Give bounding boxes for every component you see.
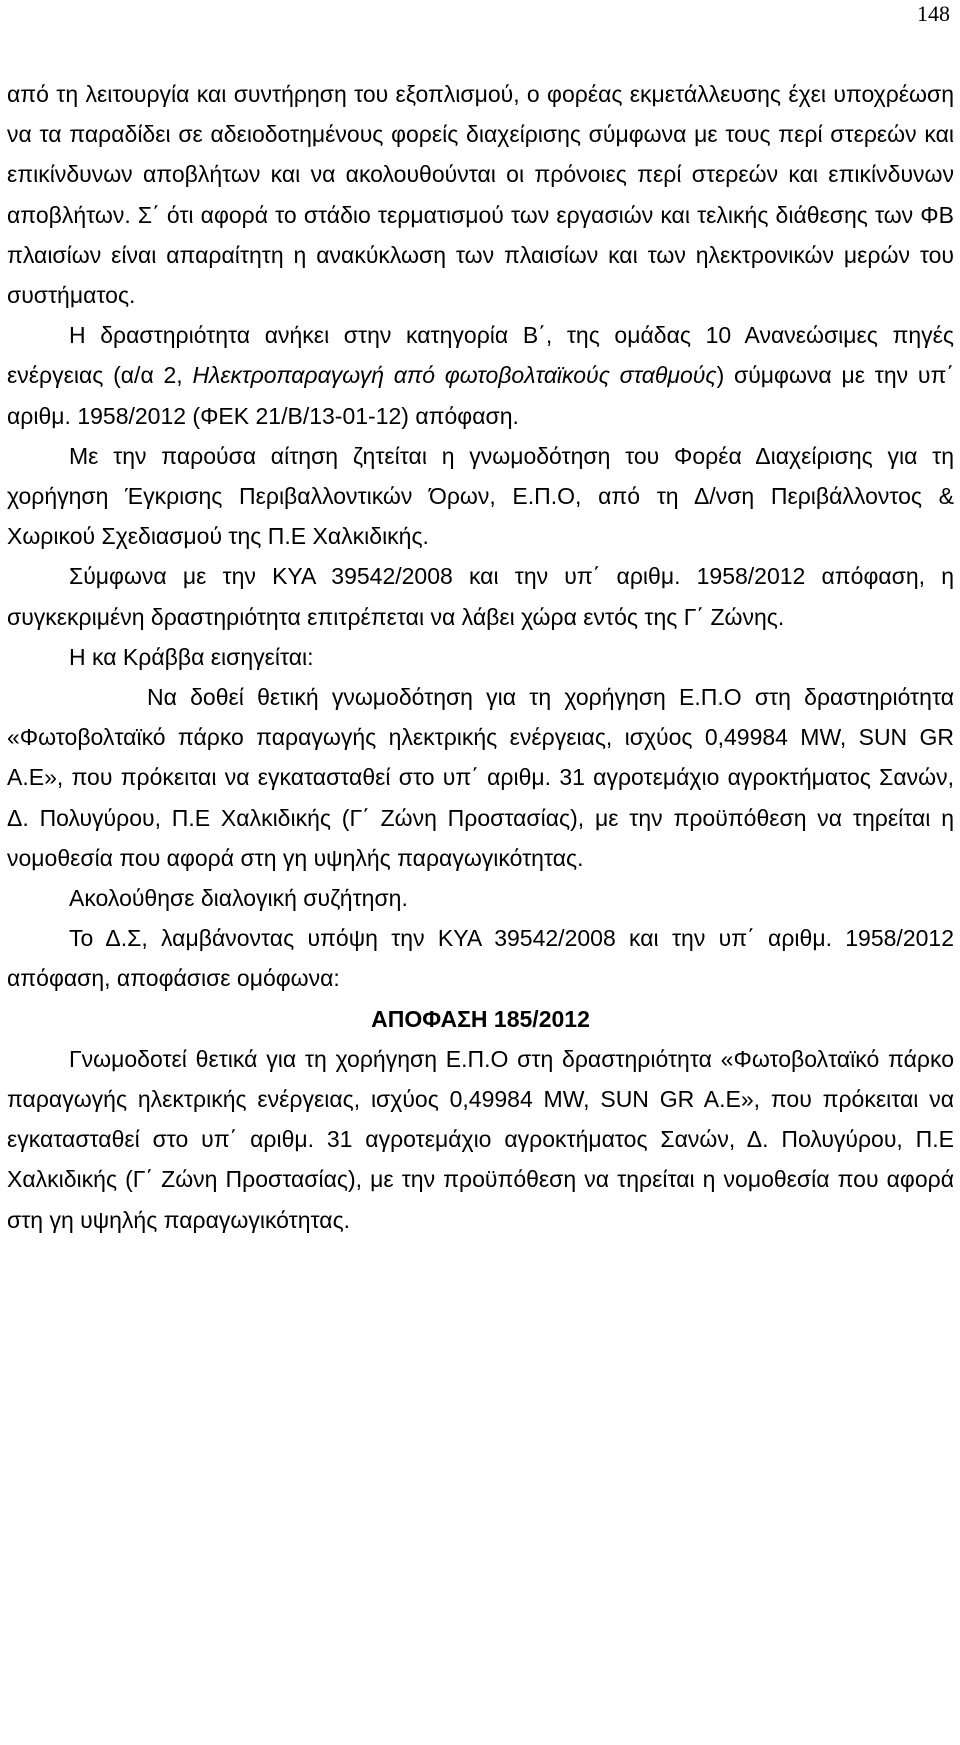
paragraph-discussion: Ακολούθησε διαλογική συζήτηση. xyxy=(69,885,408,912)
decision-heading: ΑΠΟΦΑΣΗ 185/2012 xyxy=(371,1005,590,1032)
paragraph-rapporteur: Η κα Κράββα εισηγείται: xyxy=(69,643,314,670)
paragraph-kya: Σύμφωνα με την ΚΥΑ 39542/2008 και την υπ΄ αριθμ. 1958/2012 απόφαση, η συγκεκριμένη δραστηριότητα επιτρέπεται να λάβει χώρα εντός της Γ΄ Ζώνης. xyxy=(7,563,954,630)
paragraph-proposal: Να δοθεί θετική γνωμοδότηση για τη χορήγηση Ε.Π.Ο στη δραστηριότητα «Φωτοβολταϊκό πάρκο παραγωγής ηλεκτρικής ενέργειας, ισχύος 0,49984 MW, SUN GR A.E», που πρόκειται να εγκατασταθεί στο υπ΄ αριθμ. 31 αγροτεμάχιο αγροκτήματος Σανών, Δ. Πολυγύρου, Π.Ε Χαλκιδικής (Γ΄ Ζώνη Προστασίας), με την προϋπόθεση να τηρείται η νομοθεσία που αφορά στη γη υψηλής παραγωγικότητας. xyxy=(7,684,954,871)
paragraph-continuation: από τη λειτουργία και συντήρηση του εξοπλισμού, ο φορέας εκμετάλλευσης έχει υποχρέωση να τα παραδίδει σε αδειοδοτημένους φορείς διαχείρισης σύμφωνα με τους περί στερεών και επικίνδυνων αποβλήτων και να ακολουθούνται οι πρόνοιες περί στερεών και επικίνδυνων αποβλήτων. Σ΄ ότι αφορά το στάδιο τερματισμού των εργασιών και τελικής διάθεσης των ΦΒ πλαισίων είναι απαραίτητη η ανακύκλωση των πλαισίων και των ηλεκτρονικών μερών του συστήματος. xyxy=(7,81,954,309)
category-italic-text: Ηλεκτροπαραγωγή από φωτοβολταϊκούς σταθμούς xyxy=(192,362,717,389)
paragraph-board: Το Δ.Σ, λαμβάνοντας υπόψη την ΚΥΑ 39542/2008 και την υπ΄ αριθμ. 1958/2012 απόφαση, αποφάσισε ομόφωνα: xyxy=(7,925,954,992)
paragraph-decision: Γνωμοδοτεί θετικά για τη χορήγηση Ε.Π.Ο στη δραστηριότητα «Φωτοβολταϊκό πάρκο παραγωγής ηλεκτρικής ενέργειας, ισχύος 0,49984 MW, SUN GR A.E», που πρόκειται να εγκατασταθεί στο υπ΄ αριθμ. 31 αγροτεμάχιο αγροκτήματος Σανών, Δ. Πολυγύρου, Π.Ε Χαλκιδικής (Γ΄ Ζώνη Προστασίας), με την προϋπόθεση να τηρείται η νομοθεσία που αφορά στη γη υψηλής παραγωγικότητας. xyxy=(7,1045,954,1233)
paragraph-category xyxy=(7,315,954,436)
category-text-start: Η δραστηριότητα ανήκει στην κατηγορία Β΄, της ομάδας 10 Ανανεώσιμες πηγές ενέργειας (α/α 2, xyxy=(7,322,954,389)
category-text-end: ) σύμφωνα με την υπ΄ αριθμ. 1958/2012 (ΦΕΚ 21/Β/13-01-12) απόφαση. xyxy=(7,362,954,429)
page-number: 148 xyxy=(917,1,950,26)
document-body xyxy=(7,74,954,1240)
paragraph-request: Με την παρούσα αίτηση ζητείται η γνωμοδότηση του Φορέα Διαχείρισης για τη χορήγηση Έγκρισης Περιβαλλοντικών Όρων, Ε.Π.Ο, από τη Δ/νση Περιβάλλοντος & Χωρικού Σχεδιασμού της Π.Ε Χαλκιδικής. xyxy=(7,442,954,550)
